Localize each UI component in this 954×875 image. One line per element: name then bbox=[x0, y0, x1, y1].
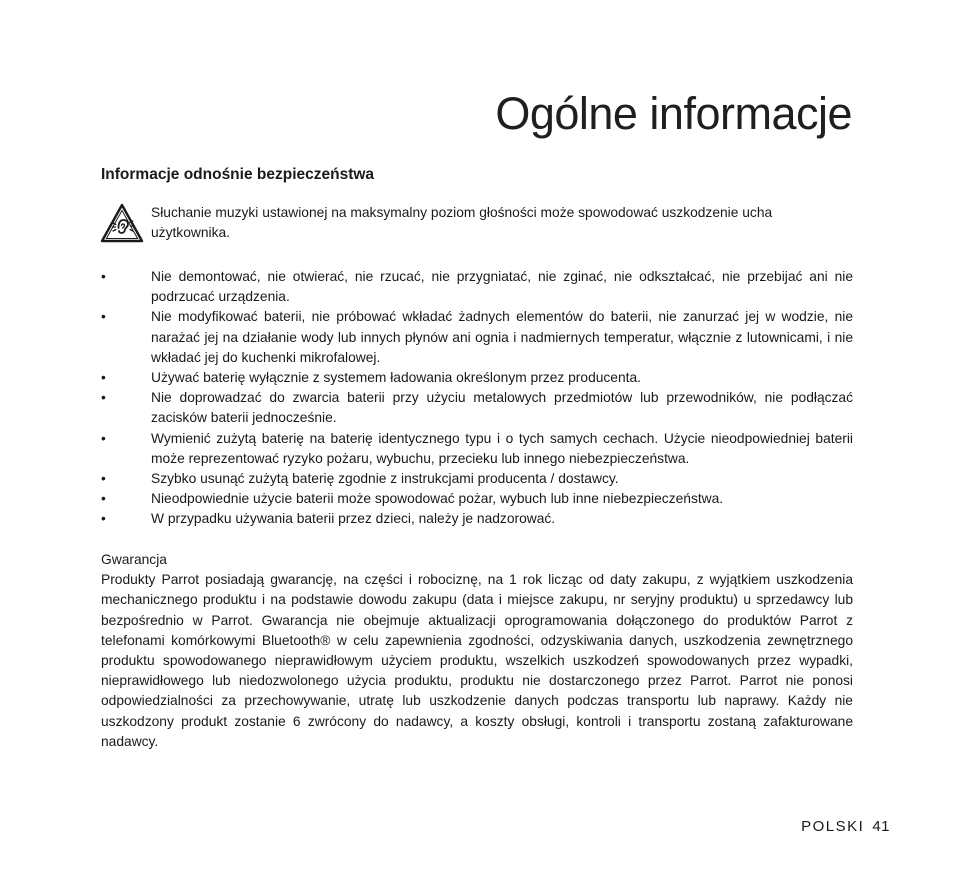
bullet-dot: • bbox=[101, 511, 106, 527]
bullet-dot: • bbox=[101, 309, 106, 325]
warning-notice bbox=[100, 203, 853, 243]
list-item bbox=[101, 469, 853, 489]
list-item bbox=[101, 267, 853, 307]
bullet-dot: • bbox=[101, 370, 106, 386]
list-item-text: Używać baterię wyłącznie z systemem ładowania określonym przez producenta. bbox=[151, 370, 641, 386]
list-item-text: W przypadku używania baterii przez dzieci, należy je nadzorować. bbox=[151, 511, 556, 527]
list-item-text: Nie demontować, nie otwierać, nie rzucać, nie przygniatać, nie zginać, nie odkształcać, nie przebijać ani nie podrzucać urządzenia. bbox=[151, 269, 853, 305]
page-footer bbox=[801, 818, 890, 835]
list-item bbox=[101, 489, 853, 509]
safety-bullet-list bbox=[101, 267, 853, 530]
list-item bbox=[101, 509, 853, 529]
page-title: Ogólne informacje bbox=[495, 88, 852, 140]
section-heading: Informacje odnośnie bezpieczeństwa bbox=[101, 166, 375, 183]
bullet-dot: • bbox=[101, 471, 106, 487]
list-item-text: Nieodpowiednie użycie baterii może spowodować pożar, wybuch lub inne niebezpieczeństwa. bbox=[151, 491, 724, 507]
list-item bbox=[101, 429, 853, 469]
list-item-text: Wymienić zużytą baterię na baterię identycznego typu i o tych samych cechach. Użycie nieodpowiedniej baterii może reprezentować ryzyko pożaru, wybuchu, przecieku lub innego niebezpieczeństwa. bbox=[151, 430, 853, 466]
bullet-dot: • bbox=[101, 491, 106, 507]
list-item bbox=[101, 307, 853, 368]
bullet-dot: • bbox=[101, 269, 106, 284]
bullet-dot: • bbox=[101, 390, 106, 406]
warranty-section bbox=[101, 550, 853, 752]
hearing-warning-icon bbox=[100, 203, 144, 243]
bullet-dot: • bbox=[101, 430, 106, 446]
warranty-body: Produkty Parrot posiadają gwarancję, na części i robociznę, na 1 rok licząc od daty zakupu, z wyjątkiem uszkodzenia mechanicznego produktu i na podstawie dowodu zakupu (data i miejsce zakupu, nr seryjny produktu) u sprzedawcy lub bezpośrednio w Parrot. Gwarancja nie obejmuje aktualizacji oprogramowania dołączonego do produktów Parrot z telefonami komórkowymi Bluetooth® w celu zapewnienia zgodności, odzyskiwania danych, uszkodzenia zewnętrznego produktu spowodowanego nieprawidłowym użyciem produktu, wszelkich uszkodzeń spowodowanych przez wypadki, nieprawidłowego lub niedozwolonego użycia produktu, produktu nie dostarczonego przez Parrot. Parrot nie ponosi odpowiedzialności za przechowywanie, utratę lub uszkodzenie danych podczas transportu lub naprawy. Każdy nie uszkodzony produkt zostanie 6 zwrócony do nadawcy, a koszty obsługi, kontroli i transportu zostaną zafakturowane nadawcy. bbox=[101, 572, 853, 749]
footer-language: POLSKI bbox=[801, 818, 865, 835]
list-item-text: Nie modyfikować baterii, nie próbować wkładać żadnych elementów do baterii, nie zanurzać jej w wodzie, nie narażać jej na działanie wody lub innych płynów ani ognia i nadmiernych temperatur, włącznie z lutownicami, i nie wkładać jej do kuchenki mikrofalowej. bbox=[151, 309, 853, 365]
page-number: 41 bbox=[872, 818, 890, 835]
list-item bbox=[101, 368, 853, 388]
list-item-text: Szybko usunąć zużytą baterię zgodnie z instrukcjami producenta / dostawcy. bbox=[151, 471, 619, 487]
warning-text: Słuchanie muzyki ustawionej na maksymalny poziom głośności może spowodować uszkodzenie ucha użytkownika. bbox=[151, 205, 773, 241]
list-item bbox=[101, 388, 853, 428]
warranty-heading: Gwarancja bbox=[101, 552, 167, 567]
list-item-text: Nie doprowadzać do zwarcia baterii przy użyciu metalowych przedmiotów lub przewodników, nie podłączać zacisków baterii jednocześnie. bbox=[151, 390, 853, 426]
